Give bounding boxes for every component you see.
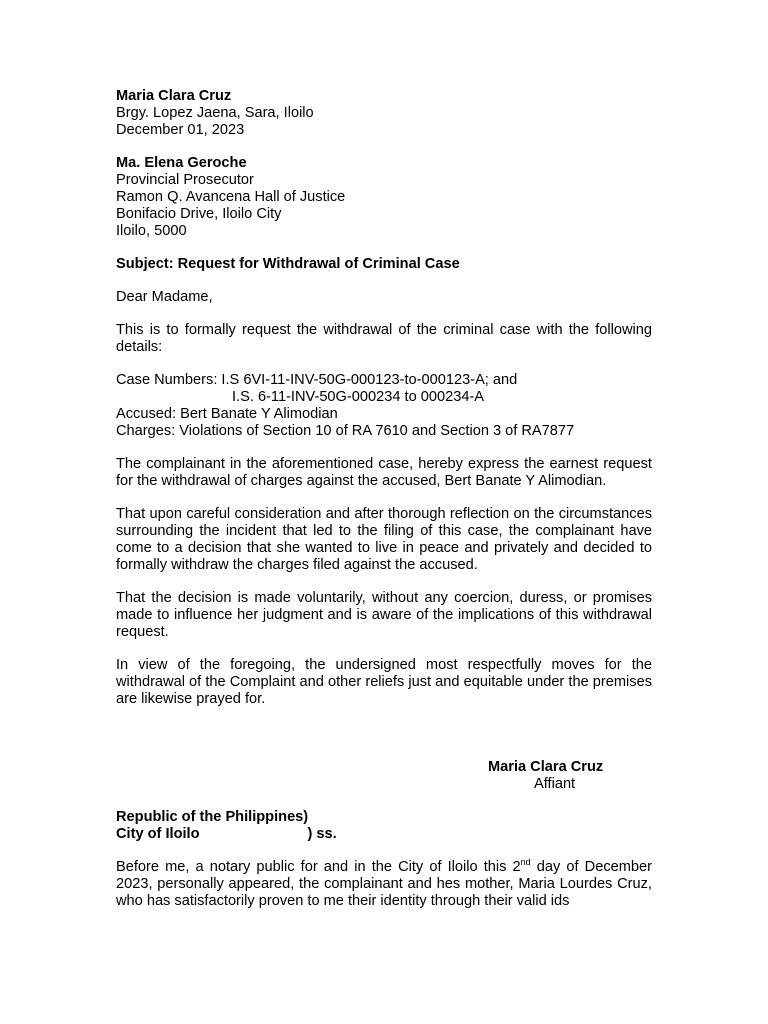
venue-city-line: [116, 826, 652, 843]
case-numbers-line-1: Case Numbers: I.S 6VI-11-INV-50G-000123-to-000123-A; and: [116, 372, 518, 388]
signatory-name: Maria Clara Cruz: [488, 759, 604, 775]
venue-ss: ) ss.: [307, 826, 337, 842]
venue-city: City of Iloilo: [116, 826, 200, 842]
case-details: [116, 372, 652, 440]
intro-paragraph: This is to formally request the withdrawal of the criminal case with the following details:: [116, 322, 652, 355]
jurat-text-start: Before me, a notary public for and in the City of Iloilo this 2: [116, 859, 521, 875]
jurat-paragraph: [116, 859, 652, 910]
salutation: Dear Madame,: [116, 289, 213, 305]
jurat-text-end: day of December 2023, personally appeared, the complainant and hes mother, Maria Lourdes Cruz, who has satisfactorily proven to me their identity through their valid ids: [116, 859, 653, 909]
body-paragraph: In view of the foregoing, the undersigned most respectfully moves for the withdrawal of the Complaint and other reliefs just and equitable under the premises are likewise prayed for.: [116, 657, 652, 707]
sender-name: Maria Clara Cruz: [116, 88, 232, 104]
signatory-role: Affiant: [534, 776, 576, 792]
body-paragraph: The complainant in the aforementioned case, hereby express the earnest request for the withdrawal of charges against the accused, Bert Banate Y Alimodian.: [116, 456, 652, 489]
case-numbers-line-2: I.S. 6-11-INV-50G-000234 to 000234-A: [232, 389, 485, 405]
charges-line: Charges: Violations of Section 10 of RA 7610 and Section 3 of RA7877: [116, 423, 575, 439]
recipient-office: Ramon Q. Avancena Hall of Justice: [116, 189, 346, 205]
accused-line: Accused: Bert Banate Y Alimodian: [116, 406, 338, 422]
venue-republic: Republic of the Philippines): [116, 809, 309, 825]
recipient-title: Provincial Prosecutor: [116, 172, 254, 188]
letter-date: December 01, 2023: [116, 122, 245, 138]
recipient-name: Ma. Elena Geroche: [116, 155, 247, 171]
recipient-street: Bonifacio Drive, Iloilo City: [116, 206, 282, 222]
letter-body: [116, 88, 652, 708]
sender-block: [116, 88, 652, 139]
subject-line: Subject: Request for Withdrawal of Criminal Case: [116, 256, 460, 272]
ordinal-suffix: nd: [520, 857, 531, 868]
recipient-block: [116, 155, 652, 240]
signature-block: [488, 759, 628, 793]
jurat-section: [116, 809, 652, 910]
body-paragraph: That upon careful consideration and after thorough reflection on the circumstances surrounding the incident that led to the filing of this case, the complainant have come to a decision that she wanted to live in peace and privately and decided to formally withdraw the charges filed against the accused.: [116, 506, 652, 573]
body-paragraph: That the decision is made voluntarily, without any coercion, duress, or promises made to influence her judgment and is aware of the implications of this withdrawal request.: [116, 590, 652, 640]
recipient-city: Iloilo, 5000: [116, 223, 187, 239]
sender-address: Brgy. Lopez Jaena, Sara, Iloilo: [116, 105, 314, 121]
